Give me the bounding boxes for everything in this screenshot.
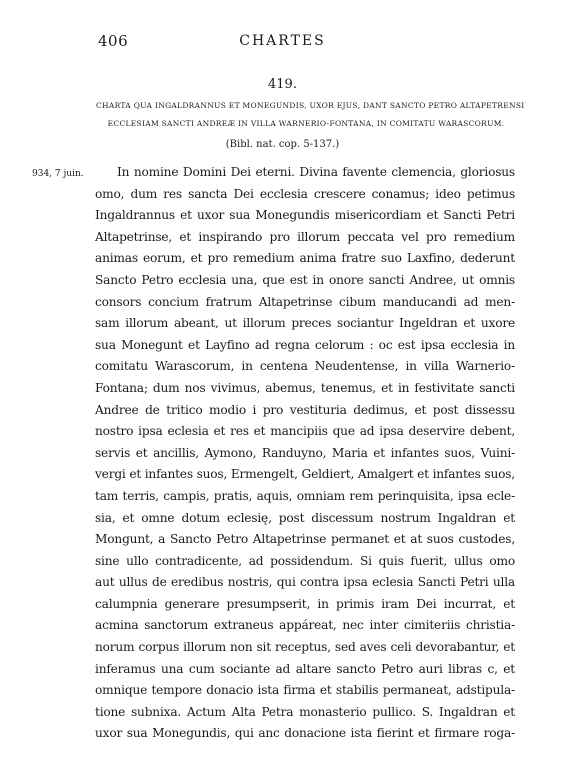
text-line: comitatu Warascorum, in centena Neudentense, in villa Warnerio- bbox=[95, 359, 515, 374]
text-line: Fontana; dum nos vivimus, abemus, tenemus, et in festivitate sancti bbox=[95, 380, 515, 395]
charter-summary-line: CHARTA QUA INGALDRANNUS ET MONEGUNDIS, UXOR EJUS, DANT SANCTO PETRO ALTAPETRENSI bbox=[96, 101, 525, 110]
text-line: tione subnixa. Actum Alta Petra monasterio pullico. S. Ingaldran et bbox=[95, 704, 515, 719]
text-line: sam illorum abeant, ut illorum preces sociantur Ingeldran et uxore bbox=[95, 316, 515, 331]
charter-summary-line: ECCLESIAM SANCTI ANDREÆ IN VILLA WARNERIO-FONTANA, IN COMITATU WARASCORUM. bbox=[107, 119, 505, 128]
text-line: acmina sanctorum extraneus appáreat, nec inter cimiteriis christia- bbox=[95, 618, 515, 633]
margin-date: 934, 7 juin. bbox=[32, 169, 84, 179]
text-line: Ingaldrannus et uxor sua Monegundis misericordiam et Sancti Petri bbox=[95, 208, 515, 223]
text-line: sua Monegunt et Layfino ad regna celorum : oc est ipsa ecclesia in bbox=[95, 337, 515, 352]
text-line: calumpnia generare presumpserit, in primis iram Dei incurrat, et bbox=[95, 596, 515, 611]
source-reference: (Bibl. nat. cop. 5-137.) bbox=[225, 139, 340, 150]
text-line: tam terris, campis, pratis, aquis, omniam rem perinquisita, ipsa ecle- bbox=[95, 488, 515, 503]
text-line: Andree de tritico modio i pro vestituria dedimus, et post dissessu bbox=[95, 402, 515, 417]
charter-number: 419. bbox=[268, 77, 297, 92]
text-line: inferamus una cum sociante ad altare sancto Petro auri libras c, et bbox=[95, 661, 515, 676]
text-line: omo, dum res sancta Dei ecclesia crescere conamus; ideo petimus bbox=[95, 186, 515, 201]
text-line: Altapetrinse, et inspirando pro illorum peccata vel pro remedium bbox=[95, 229, 515, 244]
text-line: sine ullo contradicente, ad possidendum. Si quis fuerit, ullus omo bbox=[95, 553, 515, 568]
text-line: vergi et infantes suos, Ermengelt, Geldiert, Amalgert et infantes suos, bbox=[95, 467, 515, 482]
text-line: Sancto Petro ecclesia una, que est in onore sancti Andree, ut omnis bbox=[95, 272, 515, 287]
text-line: Mongunt, a Sancto Petro Altapetrinse permanet et at suos custodes, bbox=[95, 532, 515, 547]
page-number: 406 bbox=[98, 32, 129, 50]
running-title: CHARTES bbox=[239, 33, 326, 49]
text-line: servis et ancillis, Aymono, Randuyno, Maria et infantes suos, Vuini- bbox=[95, 445, 515, 460]
text-line: uxor sua Monegundis, qui anc donacione ista fierint et firmare roga- bbox=[95, 726, 515, 741]
text-line: aut ullus de eredibus nostris, qui contra ipsa eclesia Sancti Petri ulla bbox=[95, 575, 515, 590]
text-line: nostro ipsa eclesia et res et mancipiis que ad ipsa deservire debent, bbox=[95, 424, 515, 439]
text-line: sia, et omne dotum eclesię, post discessum nostrum Ingaldran et bbox=[95, 510, 515, 525]
charter-text bbox=[95, 162, 515, 745]
text-line: consors concium fratrum Altapetrinse cibum manducandi ad men- bbox=[95, 294, 515, 309]
charter-summary bbox=[96, 97, 525, 133]
text-line: omnique tempore donacio ista firma et stabilis permaneat, adstipula- bbox=[95, 683, 515, 698]
text-line: norum corpus illorum non sit receptus, sed aves celi devorabantur, et bbox=[95, 640, 515, 655]
text-line: animas eorum, et pro remedium anima fratre suo Laxfino, dederunt bbox=[95, 251, 515, 266]
text-line: In nomine Domini Dei eterni. Divina favente clemencia, gloriosus bbox=[117, 165, 515, 179]
